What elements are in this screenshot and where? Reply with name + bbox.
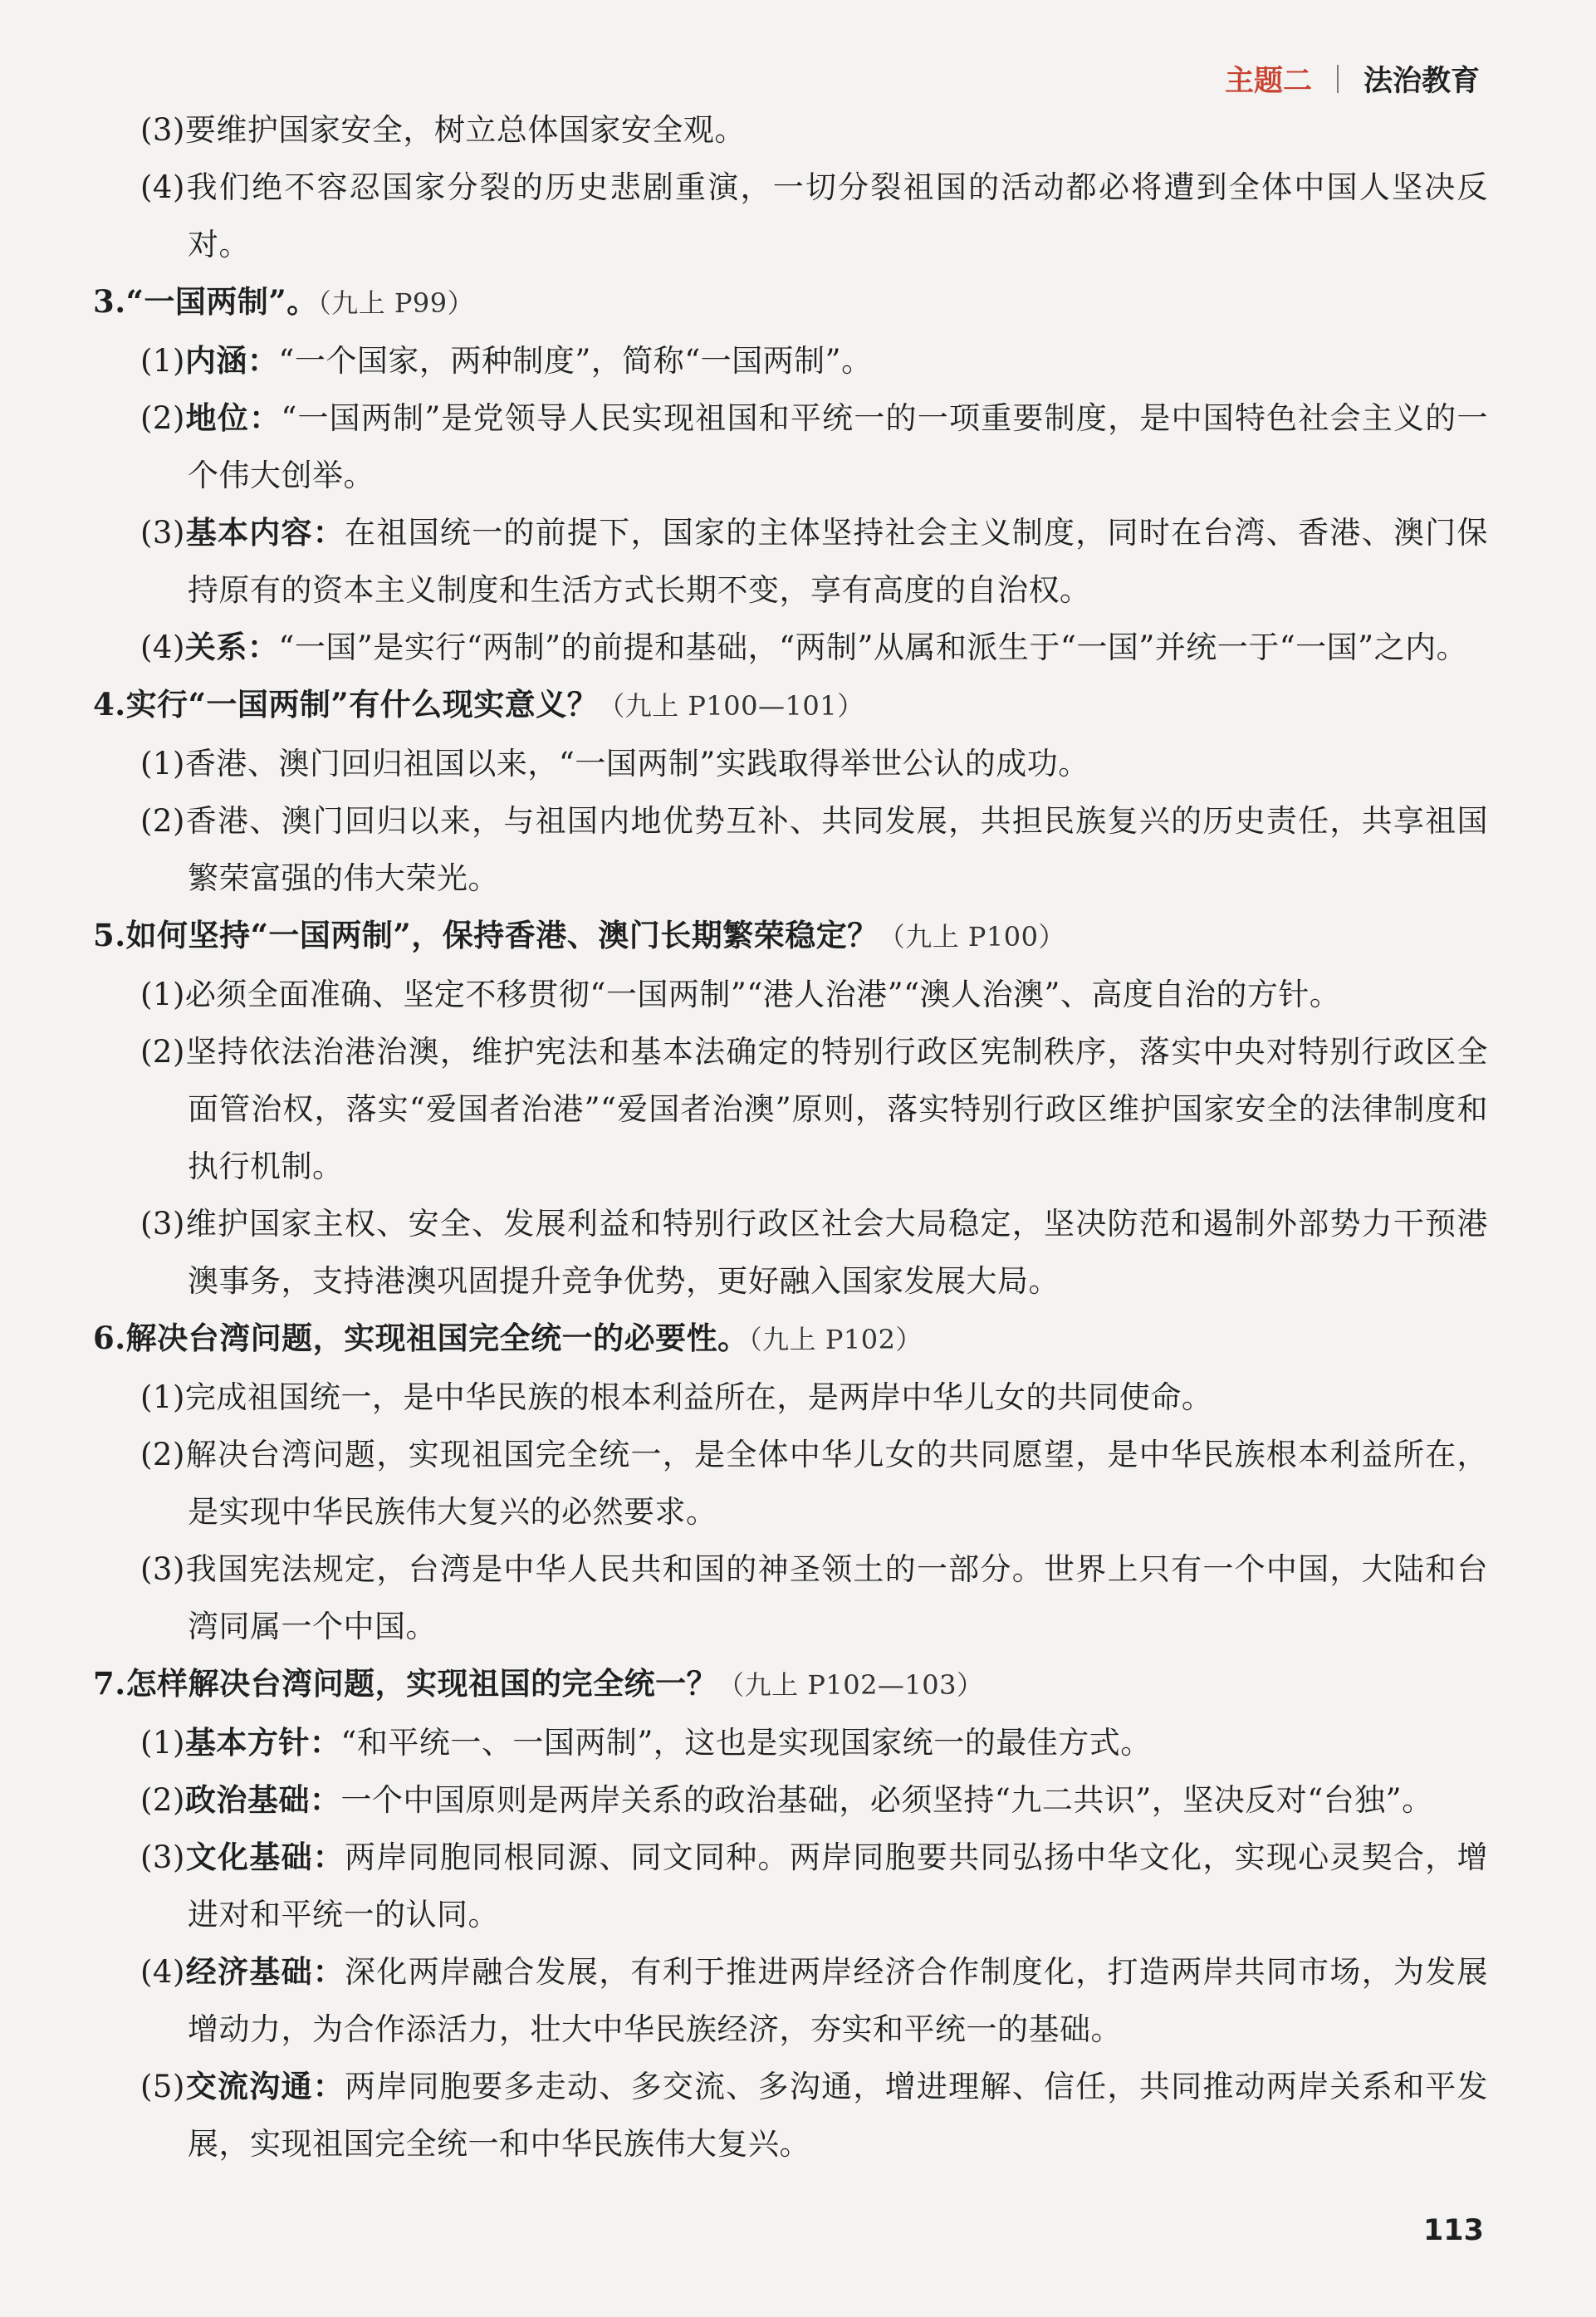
item-text: “一个国家，两种制度”，简称“一国两制”。: [278, 343, 873, 379]
item-text: 两岸同胞要多走动、多交流、多沟通，增进理解、信任，共同推动两岸关系和平发展，实现祖国完全统一和中华民族伟大复兴。: [188, 2069, 1489, 2162]
item-number: (4): [140, 169, 185, 205]
textbook-reference: （九上 P100—101）: [598, 690, 864, 722]
list-item: [93, 1714, 1488, 1771]
heading-text: 解决台湾问题，实现祖国完全统一的必要性。: [125, 1320, 749, 1356]
item-text: 坚持依法治港治澳，维护宪法和基本法确定的特别行政区宪制秩序，落实中央对特别行政区全面管治权，落实“爱国者治港”“爱国者治澳”原则，落实特别行政区维护国家安全的法律制度和执行机制。: [184, 1034, 1488, 1184]
item-label: 交流沟通：: [184, 2068, 345, 2104]
item-number: (1): [140, 746, 185, 781]
item-text: 香港、澳门回归祖国以来，“一国两制”实践取得举世公认的成功。: [184, 746, 1089, 781]
item-number: (3): [140, 1206, 185, 1242]
item-text: “一国两制”是党领导人民实现祖国和平统一的一项重要制度，是中国特色社会主义的一个伟大创举。: [188, 400, 1488, 493]
heading-number: 4.: [93, 686, 126, 723]
list-item: [93, 792, 1488, 907]
item-text: 一个中国原则是两岸关系的政治基础，必须坚持“九二共识”，坚决反对“台独”。: [340, 1782, 1433, 1818]
item-text: 维护国家主权、安全、发展利益和特别行政区社会大局稳定，坚决防范和遏制外部势力干预港澳事务，支持港澳巩固提升竞争优势，更好融入国家发展大局。: [184, 1206, 1488, 1299]
list-item: [93, 389, 1488, 504]
item-number: (4): [140, 629, 185, 665]
heading-number: 6.: [93, 1320, 126, 1356]
textbook-reference: （九上 P102）: [748, 1324, 923, 1355]
section-heading: [93, 1655, 1488, 1714]
list-item: [93, 619, 1488, 676]
list-item: [93, 1829, 1488, 1943]
section-heading: [93, 273, 1488, 332]
page-number: 113: [1422, 2214, 1484, 2247]
heading-text: 如何坚持“一国两制”，保持香港、澳门长期繁荣稳定？: [125, 917, 879, 953]
heading-text: “一国两制”。: [125, 283, 318, 320]
item-label: 文化基础：: [184, 1839, 345, 1875]
heading-text: 怎样解决台湾问题，实现祖国的完全统一？: [125, 1665, 718, 1702]
list-item: [93, 2058, 1488, 2172]
item-number: (2): [140, 400, 185, 436]
item-number: (3): [140, 1839, 185, 1875]
item-number: (1): [140, 343, 185, 379]
list-item: [93, 504, 1488, 619]
section-heading: [93, 907, 1488, 966]
item-text: 完成祖国统一，是中华民族的根本利益所在，是两岸中华儿女的共同使命。: [184, 1379, 1213, 1415]
item-number: (5): [140, 2069, 185, 2104]
item-label: 内涵：: [184, 342, 279, 379]
item-number: (1): [140, 1725, 185, 1761]
item-number: (1): [140, 1379, 185, 1415]
item-number: (2): [140, 1034, 185, 1070]
item-text: 我们绝不容忍国家分裂的历史悲剧重演，一切分裂祖国的活动都必将遭到全体中国人坚决反对。: [184, 169, 1488, 262]
list-item: [93, 1943, 1488, 2058]
list-item: [93, 1426, 1488, 1541]
list-item: [93, 101, 1488, 159]
textbook-reference: （九上 P102—103）: [717, 1669, 984, 1701]
item-text: 要维护国家安全，树立总体国家安全观。: [184, 112, 746, 148]
list-item: [93, 1195, 1488, 1310]
item-text: 我国宪法规定，台湾是中华人民共和国的神圣领土的一部分。世界上只有一个中国，大陆和台湾同属一个中国。: [184, 1551, 1488, 1644]
heading-number: 5.: [93, 917, 126, 953]
item-text: 在祖国统一的前提下，国家的主体坚持社会主义制度，同时在台湾、香港、澳门保持原有的资本主义制度和生活方式长期不变，享有高度的自治权。: [188, 515, 1489, 608]
item-label: 经济基础：: [184, 1953, 345, 1990]
heading-number: 7.: [93, 1665, 126, 1702]
item-label: 关系：: [184, 629, 279, 665]
item-label: 基本方针：: [184, 1724, 341, 1761]
heading-text: 实行“一国两制”有什么现实意义？: [125, 686, 599, 723]
section-heading: [93, 1310, 1488, 1369]
list-item: [93, 1541, 1488, 1655]
item-label: 地位：: [184, 399, 282, 436]
list-item: [93, 735, 1488, 792]
item-number: (4): [140, 1954, 185, 1990]
header-divider: [1337, 65, 1339, 93]
item-text: 香港、澳门回归以来，与祖国内地优势互补、共同发展，共担民族复兴的历史责任，共享祖国繁荣富强的伟大荣光。: [184, 803, 1488, 896]
item-number: (2): [140, 803, 185, 839]
header-title: 法治教育: [1363, 65, 1480, 98]
running-header: [1225, 58, 1480, 100]
list-item: [93, 159, 1488, 273]
item-number: (2): [140, 1437, 185, 1472]
item-text: 必须全面准确、坚定不移贯彻“一国两制”“港人治港”“澳人治澳”、高度自治的方针。: [184, 977, 1341, 1012]
textbook-reference: （九上 P100）: [878, 921, 1066, 953]
item-text: “和平统一、一国两制”，这也是实现国家统一的最佳方式。: [340, 1725, 1152, 1761]
item-number: (3): [140, 112, 185, 148]
list-item: [93, 1369, 1488, 1426]
item-number: (3): [140, 1551, 185, 1587]
section-heading: [93, 676, 1488, 735]
item-text: 两岸同胞同根同源、同文同种。两岸同胞要共同弘扬中华文化，实现心灵契合，增进对和平统一的认同。: [188, 1839, 1489, 1932]
list-item: [93, 1023, 1488, 1195]
item-label: 政治基础：: [184, 1781, 341, 1818]
item-text: 深化两岸融合发展，有利于推进两岸经济合作制度化，打造两岸共同市场，为发展增动力，为合作添活力，壮大中华民族经济，夯实和平统一的基础。: [188, 1954, 1489, 2047]
item-number: (1): [140, 977, 185, 1012]
list-item: [93, 1771, 1488, 1829]
item-label: 基本内容：: [184, 514, 345, 551]
item-text: “一国”是实行“两制”的前提和基础，“两制”从属和派生于“一国”并统一于“一国”之内。: [278, 629, 1468, 665]
list-item: [93, 966, 1488, 1023]
heading-number: 3.: [93, 283, 126, 320]
item-number: (2): [140, 1782, 185, 1818]
item-number: (3): [140, 515, 185, 551]
item-text: 解决台湾问题，实现祖国完全统一，是全体中华儿女的共同愿望，是中华民族根本利益所在，是实现中华民族伟大复兴的必然要求。: [184, 1437, 1488, 1530]
page-content: [93, 101, 1488, 2172]
header-theme: 主题二: [1224, 65, 1312, 98]
list-item: [93, 332, 1488, 389]
textbook-reference: （九上 P99）: [317, 287, 475, 319]
